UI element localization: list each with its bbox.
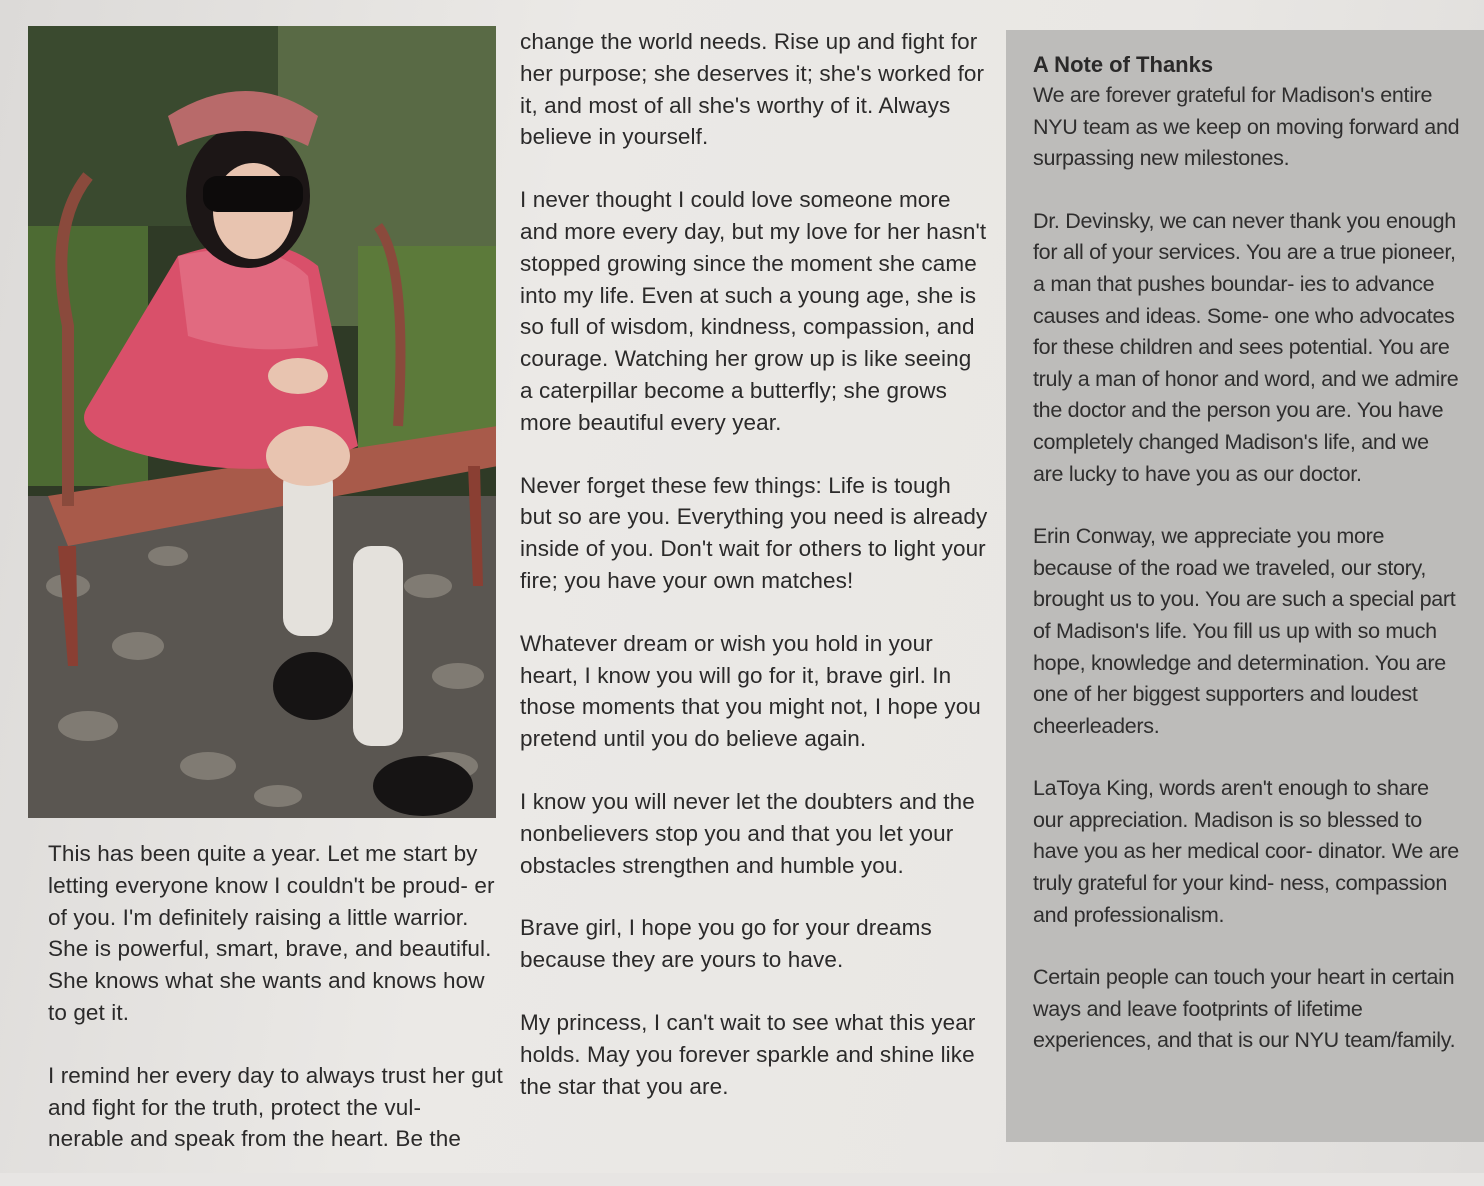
right-paragraph-4: LaToya King, words aren't enough to share our appreciation. Madison is so blessed to have you as her medical coor- dinator. We are truly grateful for your kind- ness, compassion and professionalism. (1033, 776, 1459, 927)
right-paragraph-5: Certain people can touch your heart in certain ways and leave footprints of lifetime experiences, and that is our NYU team/family. (1033, 965, 1456, 1053)
girl-on-bench-icon (28, 26, 496, 818)
middle-paragraph-6: Brave girl, I hope you go for your dreams because they are yours to have. (520, 915, 932, 973)
left-paragraph-2: I remind her every day to always trust her gut and fight for the truth, protect the vul- nerable and speak from the heart. Be the (48, 1062, 503, 1152)
middle-paragraph-3: Never forget these few things: Life is tough but so are you. Everything you need is already inside of you. Don't wait for others to light your fire; you have your own matches! (520, 472, 988, 593)
photo-girl-on-bench (28, 26, 496, 818)
left-column (48, 838, 503, 1186)
left-paragraph-1: This has been quite a year. Let me start by letting everyone know I couldn't be proud- er of you. I'm definitely raising a little warrior. She is powerful, smart, brave, and beautiful. She knows what she wants and knows how to get it. (48, 841, 495, 1025)
right-paragraph-1: We are forever grateful for Madison's entire NYU team as we keep on moving forward and surpassing new milestones. (1033, 83, 1460, 171)
middle-paragraph-2: I never thought I could love someone more and more every day, but my love for her hasn't stopped growing since the moment she came into my life. Even at such a young age, she is so full of wisdom, kindness, compassion, and courage. Watching her grow up is like seeing a caterpillar become a butterfly; she grows more beautiful every year. (520, 187, 987, 435)
middle-paragraph-7: My princess, I can't wait to see what this year holds. May you forever sparkle and shine like the star that you are. (520, 1009, 976, 1099)
right-paragraph-3: Erin Conway, we appreciate you more because of the road we traveled, our story, brought us to you. You are such a special part of Madison's life. You fill us up with so much hope, knowledge and determination. You are one of her biggest supporters and loudest cheerleaders. (1033, 524, 1456, 738)
middle-paragraph-5: I know you will never let the doubters and the nonbelievers stop you and that you let your obstacles strengthen and humble you. (520, 788, 975, 878)
thanks-heading: A Note of Thanks (1033, 52, 1214, 77)
middle-paragraph-1: change the world needs. Rise up and fight for her purpose; she deserves it; she's worked for it, and most of all she's worthy of it. Always believe in yourself. (520, 29, 985, 150)
right-column (1033, 50, 1463, 1088)
middle-paragraph-4: Whatever dream or wish you hold in your heart, I know you will go for it, brave girl. In those moments that you might not, I hope you pretend until you do believe again. (520, 630, 981, 752)
middle-column (520, 26, 988, 1133)
right-paragraph-2: Dr. Devinsky, we can never thank you enough for all of your services. You are a true pioneer, a man that pushes boundar- ies to advance causes and ideas. Some- one who advocates for these children and sees potential. You are truly a man of honor and word, and we admire the doctor and the person you are. You have completely changed Madison's life, and we are lucky to have you as our doctor. (1033, 208, 1459, 486)
